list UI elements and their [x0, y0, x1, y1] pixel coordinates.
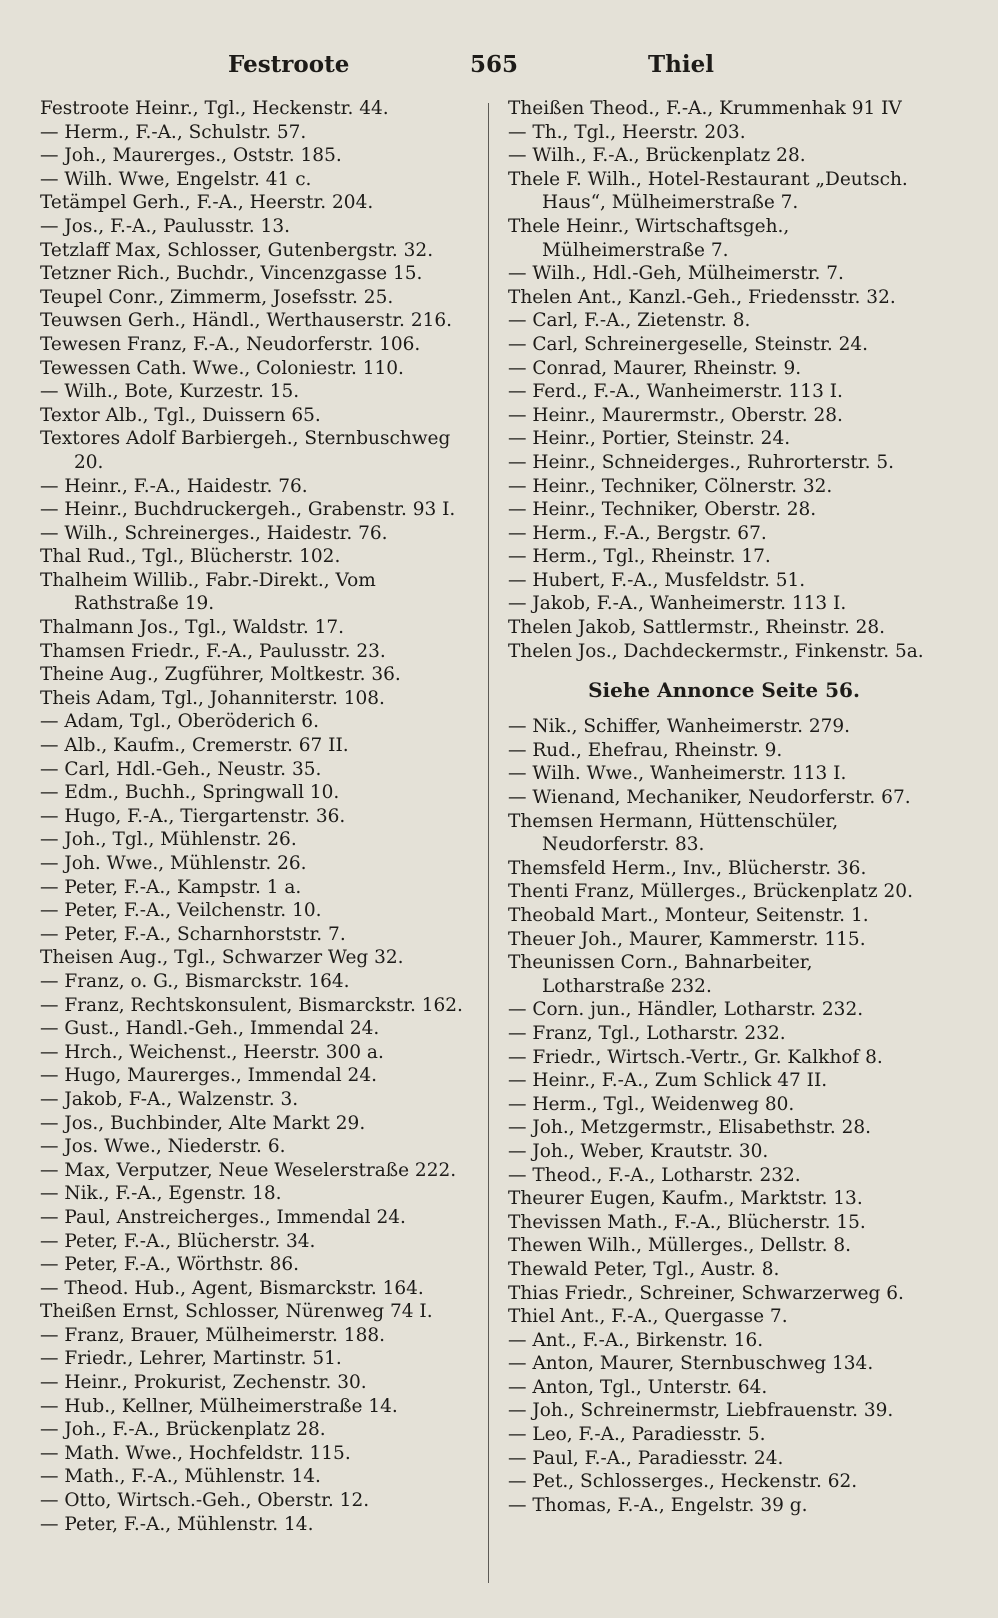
directory-entry: — Heinr., F.-A., Zum Schlick 47 II.: [508, 1070, 828, 1092]
directory-entry: — Corn. jun., Händler, Lotharstr. 232.: [508, 999, 864, 1021]
directory-entry: — Hub., Kellner, Mülheimerstraße 14.: [40, 1395, 398, 1417]
directory-entry: — Heinr., Maurermstr., Oberstr. 28.: [508, 404, 843, 426]
directory-entry: — Joh., Tgl., Mühlenstr. 26.: [40, 829, 297, 851]
directory-entry: — Nik., Schiffer, Wanheimerstr. 279.: [508, 716, 851, 738]
directory-entry: — Joh., Metzgermstr., Elisabethstr. 28.: [508, 1117, 872, 1139]
directory-entry: — Theod. Hub., Agent, Bismarckstr. 164.: [40, 1277, 424, 1299]
directory-entry: — Adam, Tgl., Oberöderich 6.: [40, 711, 319, 733]
directory-entry: Thewald Peter, Tgl., Austr. 8.: [508, 1258, 780, 1280]
directory-entry: — Heinr., Schneiderges., Ruhrorterstr. 5.: [508, 451, 894, 473]
directory-entry: Tewessen Cath. Wwe., Coloniestr. 110.: [40, 357, 404, 379]
directory-entry: Theißen Ernst, Schlosser, Nürenweg 74 I.: [40, 1301, 433, 1323]
directory-entry: Teupel Conr., Zimmerm, Josefsstr. 25.: [40, 286, 394, 308]
directory-entry: — Franz, Brauer, Mülheimerstr. 188.: [40, 1324, 385, 1346]
directory-entry: — Carl, Hdl.-Geh., Neustr. 35.: [40, 758, 322, 780]
directory-entry: Tetämpel Gerh., F.-A., Heerstr. 204.: [40, 192, 374, 214]
directory-entry: — Peter, F.-A., Kampstr. 1 a.: [40, 876, 302, 898]
directory-entry: Textor Alb., Tgl., Duissern 65.: [40, 404, 321, 426]
directory-entry: — Heinr., Portier, Steinstr. 24.: [508, 428, 791, 450]
directory-entry: — Jakob, F.-A., Wanheimerstr. 113 I.: [508, 593, 847, 615]
directory-entry: Thele F. Wilh., Hotel-Restaurant „Deutsch. Haus“, Mülheimerstraße 7.: [508, 168, 908, 214]
directory-entry: — Math., F.-A., Mühlenstr. 14.: [40, 1466, 321, 1488]
directory-entry: — Wilh., F.-A., Brückenplatz 28.: [508, 145, 806, 167]
directory-entry: — Rud., Ehefrau, Rheinstr. 9.: [508, 739, 783, 761]
directory-entry: — Heinr., Buchdruckergeh., Grabenstr. 93 I.: [40, 499, 456, 521]
directory-entry: — Pet., Schlosserges., Heckenstr. 62.: [508, 1471, 858, 1493]
directory-entry: — Edm., Buchh., Springwall 10.: [40, 782, 340, 804]
directory-entry: — Paul, F.-A., Paradiesstr. 24.: [508, 1447, 784, 1469]
directory-entry: — Peter, F.-A., Scharnhorststr. 7.: [40, 923, 346, 945]
directory-entry: Textores Adolf Barbiergeh., Sternbuschweg 20.: [40, 428, 451, 473]
directory-entry: — Franz, o. G., Bismarckstr. 164.: [40, 970, 350, 992]
directory-entry: — Peter, F.-A., Veilchenstr. 10.: [40, 900, 322, 922]
directory-entry: — Herm., Tgl., Rheinstr. 17.: [508, 546, 771, 568]
directory-entry: Thalheim Willib., Fabr.-Direkt., Vom Rathstraße 19.: [40, 569, 376, 615]
directory-entry: — Herm., F.-A., Bergstr. 67.: [508, 522, 767, 544]
left-column: [40, 97, 480, 1536]
directory-entry: Themsfeld Herm., Inv., Blücherstr. 36.: [508, 857, 867, 879]
directory-entry: — Alb., Kaufm., Cremerstr. 67 II.: [40, 735, 349, 757]
directory-entry: Theis Adam, Tgl., Johanniterstr. 108.: [40, 687, 385, 709]
directory-entry: Thevissen Math., F.-A., Blücherstr. 15.: [508, 1211, 866, 1233]
directory-entry: — Herm., Tgl., Weidenweg 80.: [508, 1093, 795, 1115]
right-column-top: [508, 97, 940, 663]
directory-entry: Thias Friedr., Schreiner, Schwarzerweg 6.: [508, 1282, 904, 1304]
directory-entry: — Peter, F.-A., Wörthstr. 86.: [40, 1254, 299, 1276]
directory-entry: Thelen Jos., Dachdeckermstr., Finkenstr. 5a.: [508, 640, 924, 662]
directory-entry: — Nik., F.-A., Egenstr. 18.: [40, 1183, 282, 1205]
directory-entry: — Th., Tgl., Heerstr. 203.: [508, 121, 746, 143]
directory-entry: — Hugo, Maurerges., Immendal 24.: [40, 1065, 377, 1087]
directory-entry: Thenti Franz, Müllerges., Brückenplatz 20.: [508, 881, 913, 903]
directory-entry: Tewesen Franz, F.-A., Neudorferstr. 106.: [40, 333, 421, 355]
directory-entry: Thele Heinr., Wirtschaftsgeh., Mülheimerstraße 7.: [508, 215, 790, 261]
directory-entry: — Jos., F.-A., Paulusstr. 13.: [40, 215, 290, 237]
directory-entry: Theine Aug., Zugführer, Moltkestr. 36.: [40, 664, 401, 686]
directory-entry: — Carl, Schreinergeselle, Steinstr. 24.: [508, 333, 869, 355]
directory-entry: — Herm., F.-A., Schulstr. 57.: [40, 121, 307, 143]
directory-entry: — Hugo, F.-A., Tiergartenstr. 36.: [40, 805, 346, 827]
directory-entry: Thelen Jakob, Sattlermstr., Rheinstr. 28.: [508, 617, 886, 639]
directory-entry: — Wilh. Wwe, Engelstr. 41 c.: [40, 168, 312, 190]
directory-entry: Theurer Eugen, Kaufm., Marktstr. 13.: [508, 1188, 863, 1210]
directory-entry: — Franz, Rechtskonsulent, Bismarckstr. 162.: [40, 994, 463, 1016]
advertisement-notice: Siehe Annonce Seite 56.: [588, 678, 860, 703]
directory-entry: — Joh., F.-A., Brückenplatz 28.: [40, 1419, 326, 1441]
directory-entry: Theisen Aug., Tgl., Schwarzer Weg 32.: [40, 947, 404, 969]
directory-entry: Thamsen Friedr., F.-A., Paulusstr. 23.: [40, 640, 386, 662]
directory-entry: Tetzner Rich., Buchdr., Vincenzgasse 15.: [40, 263, 423, 285]
directory-entry: — Leo, F.-A., Paradiesstr. 5.: [508, 1424, 766, 1446]
directory-entry: — Joh., Maurerges., Oststr. 185.: [40, 145, 342, 167]
directory-entry: — Paul, Anstreicherges., Immendal 24.: [40, 1206, 406, 1228]
directory-entry: — Jos. Wwe., Niederstr. 6.: [40, 1136, 286, 1158]
directory-entry: — Friedr., Lehrer, Martinstr. 51.: [40, 1348, 342, 1370]
directory-entry: Themsen Hermann, Hüttenschüler, Neudorferstr. 83.: [508, 810, 839, 856]
directory-entry: — Franz, Tgl., Lotharstr. 232.: [508, 1022, 786, 1044]
right-column: [508, 97, 940, 1517]
directory-entry: — Wilh. Wwe., Wanheimerstr. 113 I.: [508, 763, 847, 785]
directory-entry: Thewen Wilh., Müllerges., Dellstr. 8.: [508, 1235, 852, 1257]
directory-entry: — Max, Verputzer, Neue Weselerstraße 222.: [40, 1159, 457, 1181]
directory-entry: — Anton, Maurer, Sternbuschweg 134.: [508, 1353, 874, 1375]
right-column-bottom: [508, 715, 940, 1517]
directory-entry: — Jos., Buchbinder, Alte Markt 29.: [40, 1112, 366, 1134]
directory-entry: — Wilh., Bote, Kurzestr. 15.: [40, 381, 300, 403]
directory-entry: — Joh. Wwe., Mühlenstr. 26.: [40, 853, 307, 874]
directory-entry: — Heinr., Techniker, Oberstr. 28.: [508, 499, 817, 521]
directory-entry: — Joh., Weber, Krautstr. 30.: [508, 1140, 769, 1162]
header-right-keyword: Thiel: [648, 51, 714, 78]
directory-entry: — Otto, Wirtsch.-Geh., Oberstr. 12.: [40, 1490, 370, 1512]
page-number: 565: [470, 51, 519, 78]
directory-entry: — Conrad, Maurer, Rheinstr. 9.: [508, 357, 802, 379]
directory-entry: — Wilh., Hdl.-Geh, Mülheimerstr. 7.: [508, 263, 844, 285]
directory-entry: Festroote Heinr., Tgl., Heckenstr. 44.: [40, 98, 389, 119]
directory-entry: Theobald Mart., Monteur, Seitenstr. 1.: [508, 905, 869, 926]
directory-entry: Thiel Ant., F.-A., Quergasse 7.: [508, 1306, 788, 1328]
directory-entry: Theunissen Corn., Bahnarbeiter, Lotharstraße 232.: [508, 952, 813, 997]
directory-entry: Theuer Joh., Maurer, Kammerstr. 115.: [508, 928, 866, 950]
directory-entry: — Heinr., Techniker, Cölnerstr. 32.: [508, 475, 833, 497]
column-divider: [488, 103, 489, 1583]
directory-entry: — Ferd., F.-A., Wanheimerstr. 113 I.: [508, 381, 843, 403]
directory-entry: Thal Rud., Tgl., Blücherstr. 102.: [40, 546, 341, 568]
directory-entry: — Peter, F.-A., Blücherstr. 34.: [40, 1230, 316, 1252]
directory-entry: — Theod., F.-A., Lotharstr. 232.: [508, 1164, 801, 1186]
directory-entry: Theißen Theod., F.-A., Krummenhak 91 IV: [508, 98, 902, 119]
directory-entry: Teuwsen Gerh., Händl., Werthauserstr. 216.: [40, 310, 453, 332]
directory-entry: — Wilh., Schreinerges., Haidestr. 76.: [40, 522, 388, 544]
directory-entry: — Anton, Tgl., Unterstr. 64.: [508, 1376, 768, 1398]
directory-entry: — Hubert, F.-A., Musfeldstr. 51.: [508, 569, 806, 591]
directory-entry: — Jakob, F-A., Walzenstr. 3.: [40, 1088, 299, 1110]
directory-entry: Thalmann Jos., Tgl., Waldstr. 17.: [40, 617, 345, 639]
directory-entry: — Gust., Handl.-Geh., Immendal 24.: [40, 1018, 380, 1040]
directory-entry: Tetzlaff Max, Schlosser, Gutenbergstr. 32.: [40, 239, 434, 261]
directory-entry: — Friedr., Wirtsch.-Vertr., Gr. Kalkhof 8.: [508, 1046, 883, 1068]
directory-entry: — Heinr., F.-A., Haidestr. 76.: [40, 475, 308, 497]
directory-entry: — Math. Wwe., Hochfeldstr. 115.: [40, 1442, 351, 1464]
directory-entry: — Hrch., Weichenst., Heerstr. 300 a.: [40, 1041, 384, 1063]
directory-entry: — Joh., Schreinermstr, Liebfrauenstr. 39.: [508, 1400, 894, 1422]
directory-entry: — Heinr., Prokurist, Zechenstr. 30.: [40, 1372, 367, 1394]
directory-entry: — Peter, F.-A., Mühlenstr. 14.: [40, 1513, 314, 1535]
directory-entry: — Thomas, F.-A., Engelstr. 39 g.: [508, 1494, 808, 1516]
directory-entry: — Wienand, Mechaniker, Neudorferstr. 67.: [508, 787, 911, 809]
directory-entry: — Carl, F.-A., Zietenstr. 8.: [508, 310, 751, 332]
directory-entry: Thelen Ant., Kanzl.-Geh., Friedensstr. 32.: [508, 286, 896, 308]
page-header: [0, 50, 998, 86]
directory-entry: — Ant., F.-A., Birkenstr. 16.: [508, 1329, 764, 1351]
header-left-keyword: Festroote: [228, 51, 350, 78]
